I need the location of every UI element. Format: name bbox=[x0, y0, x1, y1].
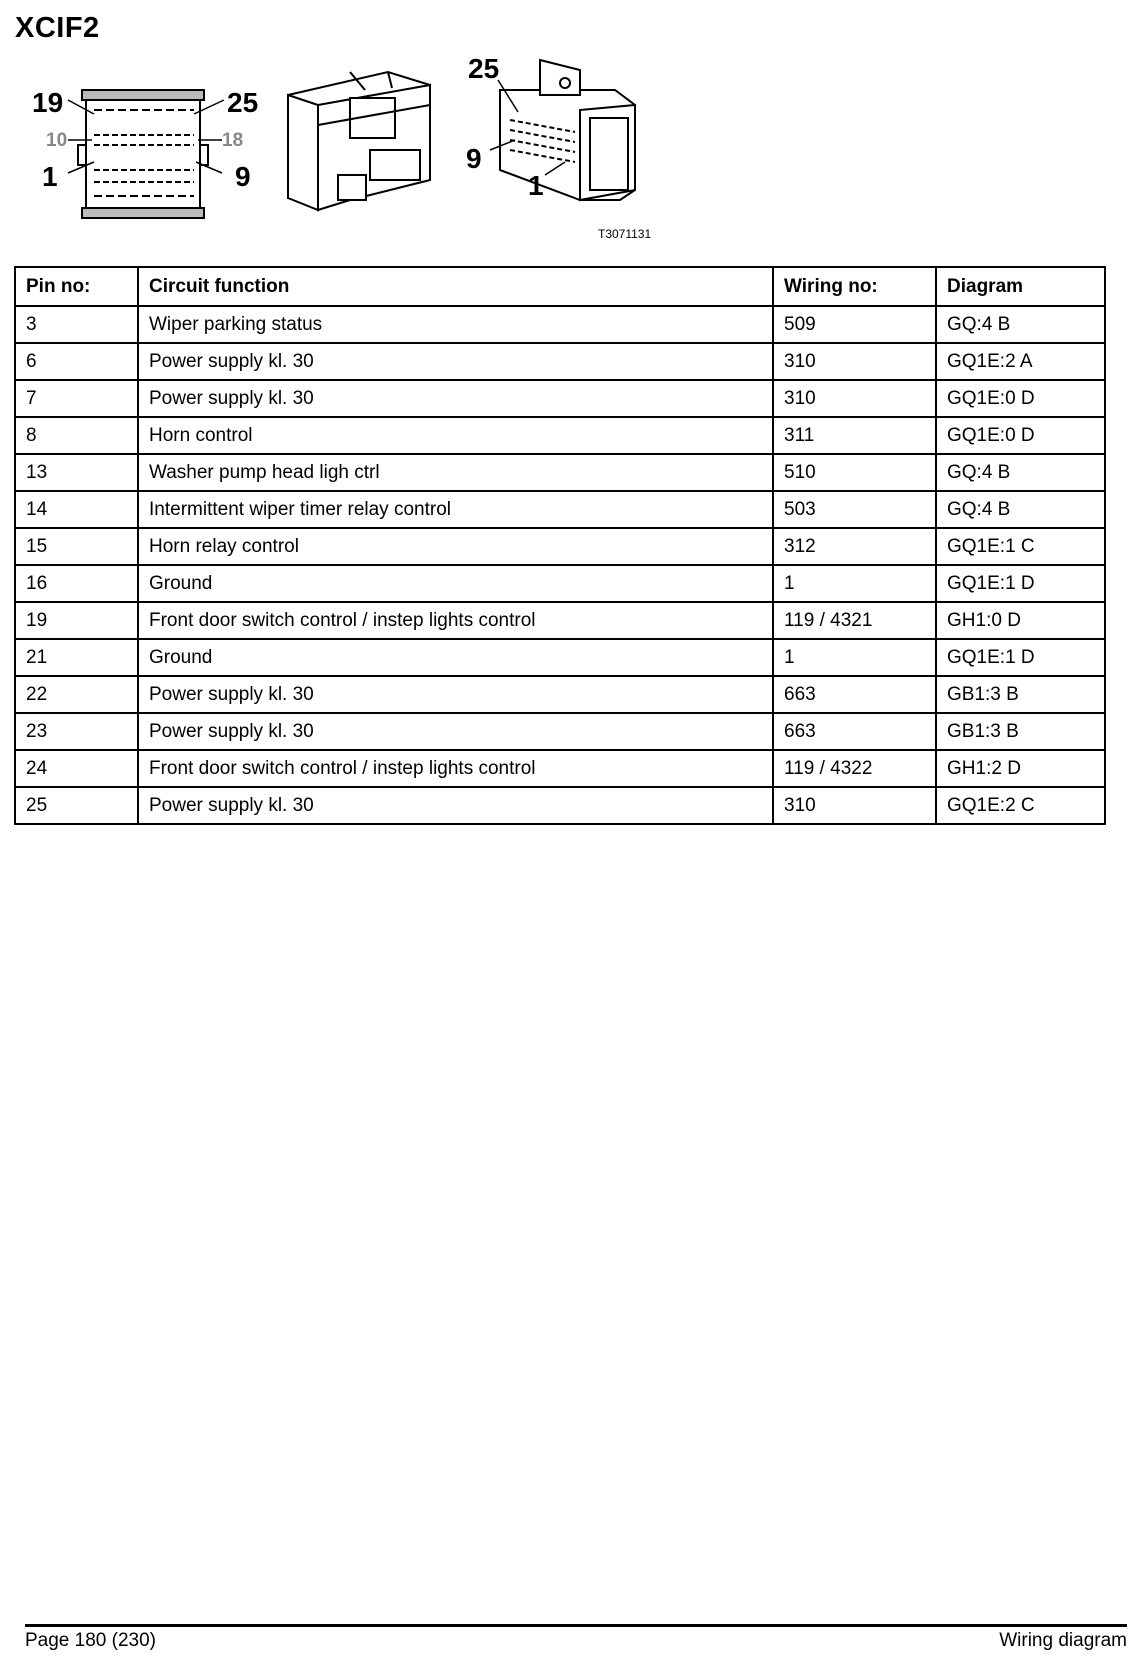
cell-diagram: GQ1E:0 D bbox=[936, 417, 1105, 454]
side-label-top: 25 bbox=[468, 53, 500, 84]
cell-pin-no: 22 bbox=[15, 676, 138, 713]
cell-wiring-no: 510 bbox=[773, 454, 936, 491]
cell-wiring-no: 311 bbox=[773, 417, 936, 454]
face-label-top-left: 19 bbox=[32, 87, 64, 118]
cell-diagram: GH1:2 D bbox=[936, 750, 1105, 787]
cell-circuit-function: Power supply kl. 30 bbox=[138, 787, 773, 824]
cell-diagram: GH1:0 D bbox=[936, 602, 1105, 639]
figure-code: T3071131 bbox=[598, 227, 652, 241]
face-label-top-right: 25 bbox=[227, 87, 259, 118]
pin-table bbox=[14, 266, 1106, 825]
cell-pin-no: 21 bbox=[15, 639, 138, 676]
cell-pin-no: 6 bbox=[15, 343, 138, 380]
cell-wiring-no: 312 bbox=[773, 528, 936, 565]
cell-wiring-no: 1 bbox=[773, 639, 936, 676]
cell-pin-no: 19 bbox=[15, 602, 138, 639]
cell-wiring-no: 663 bbox=[773, 676, 936, 713]
table-row bbox=[15, 565, 1105, 602]
connector-perspective-view bbox=[288, 72, 430, 210]
cell-pin-no: 25 bbox=[15, 787, 138, 824]
cell-circuit-function: Power supply kl. 30 bbox=[138, 380, 773, 417]
cell-circuit-function: Horn control bbox=[138, 417, 773, 454]
table-row bbox=[15, 639, 1105, 676]
table-row bbox=[15, 713, 1105, 750]
table-row bbox=[15, 306, 1105, 343]
table-row bbox=[15, 750, 1105, 787]
face-label-bottom-left: 1 bbox=[42, 161, 58, 192]
cell-circuit-function: Wiper parking status bbox=[138, 306, 773, 343]
header-wiring-no: Wiring no: bbox=[773, 267, 936, 306]
side-label-bottom: 1 bbox=[528, 170, 544, 201]
table-body bbox=[15, 306, 1105, 824]
connector-drawing bbox=[20, 50, 680, 250]
table-row bbox=[15, 787, 1105, 824]
cell-pin-no: 16 bbox=[15, 565, 138, 602]
header-pin-no: Pin no: bbox=[15, 267, 138, 306]
footer-divider bbox=[25, 1624, 1127, 1627]
cell-diagram: GQ:4 B bbox=[936, 306, 1105, 343]
table-row bbox=[15, 602, 1105, 639]
page-number: Page 180 (230) bbox=[25, 1630, 156, 1651]
cell-diagram: GQ1E:1 D bbox=[936, 565, 1105, 602]
table-row bbox=[15, 380, 1105, 417]
page-title: XCIF2 bbox=[15, 12, 100, 44]
cell-diagram: GQ1E:1 D bbox=[936, 639, 1105, 676]
cell-pin-no: 23 bbox=[15, 713, 138, 750]
cell-pin-no: 8 bbox=[15, 417, 138, 454]
side-label-left: 9 bbox=[466, 143, 482, 174]
table-header-row bbox=[15, 267, 1105, 306]
cell-circuit-function: Power supply kl. 30 bbox=[138, 343, 773, 380]
table-row bbox=[15, 454, 1105, 491]
header-circuit-function: Circuit function bbox=[138, 267, 773, 306]
cell-wiring-no: 663 bbox=[773, 713, 936, 750]
cell-circuit-function: Ground bbox=[138, 565, 773, 602]
cell-wiring-no: 310 bbox=[773, 343, 936, 380]
cell-wiring-no: 310 bbox=[773, 380, 936, 417]
cell-diagram: GQ1E:1 C bbox=[936, 528, 1105, 565]
face-label-mid-left: 10 bbox=[46, 130, 68, 151]
cell-wiring-no: 1 bbox=[773, 565, 936, 602]
table-row bbox=[15, 491, 1105, 528]
cell-pin-no: 7 bbox=[15, 380, 138, 417]
cell-circuit-function: Intermittent wiper timer relay control bbox=[138, 491, 773, 528]
cell-pin-no: 14 bbox=[15, 491, 138, 528]
table-row bbox=[15, 676, 1105, 713]
cell-circuit-function: Washer pump head ligh ctrl bbox=[138, 454, 773, 491]
cell-pin-no: 13 bbox=[15, 454, 138, 491]
face-label-mid-right: 18 bbox=[222, 130, 244, 151]
cell-circuit-function: Front door switch control / instep lights control bbox=[138, 750, 773, 787]
cell-diagram: GQ:4 B bbox=[936, 454, 1105, 491]
cell-wiring-no: 119 / 4321 bbox=[773, 602, 936, 639]
connector-illustration bbox=[20, 50, 680, 250]
cell-wiring-no: 119 / 4322 bbox=[773, 750, 936, 787]
table-row bbox=[15, 528, 1105, 565]
cell-pin-no: 24 bbox=[15, 750, 138, 787]
document-section: Wiring diagram bbox=[999, 1630, 1127, 1651]
connector-face-view bbox=[68, 90, 224, 218]
cell-wiring-no: 310 bbox=[773, 787, 936, 824]
cell-diagram: GQ1E:0 D bbox=[936, 380, 1105, 417]
cell-wiring-no: 509 bbox=[773, 306, 936, 343]
cell-diagram: GB1:3 B bbox=[936, 676, 1105, 713]
connector-side-view bbox=[490, 60, 635, 200]
cell-diagram: GQ1E:2 C bbox=[936, 787, 1105, 824]
cell-circuit-function: Ground bbox=[138, 639, 773, 676]
cell-diagram: GB1:3 B bbox=[936, 713, 1105, 750]
cell-pin-no: 15 bbox=[15, 528, 138, 565]
header-diagram: Diagram bbox=[936, 267, 1105, 306]
table-row bbox=[15, 343, 1105, 380]
cell-diagram: GQ:4 B bbox=[936, 491, 1105, 528]
cell-wiring-no: 503 bbox=[773, 491, 936, 528]
table-row bbox=[15, 417, 1105, 454]
cell-circuit-function: Power supply kl. 30 bbox=[138, 713, 773, 750]
face-label-bottom-right: 9 bbox=[235, 161, 251, 192]
cell-circuit-function: Front door switch control / instep lights control bbox=[138, 602, 773, 639]
cell-pin-no: 3 bbox=[15, 306, 138, 343]
cell-diagram: GQ1E:2 A bbox=[936, 343, 1105, 380]
cell-circuit-function: Power supply kl. 30 bbox=[138, 676, 773, 713]
cell-circuit-function: Horn relay control bbox=[138, 528, 773, 565]
